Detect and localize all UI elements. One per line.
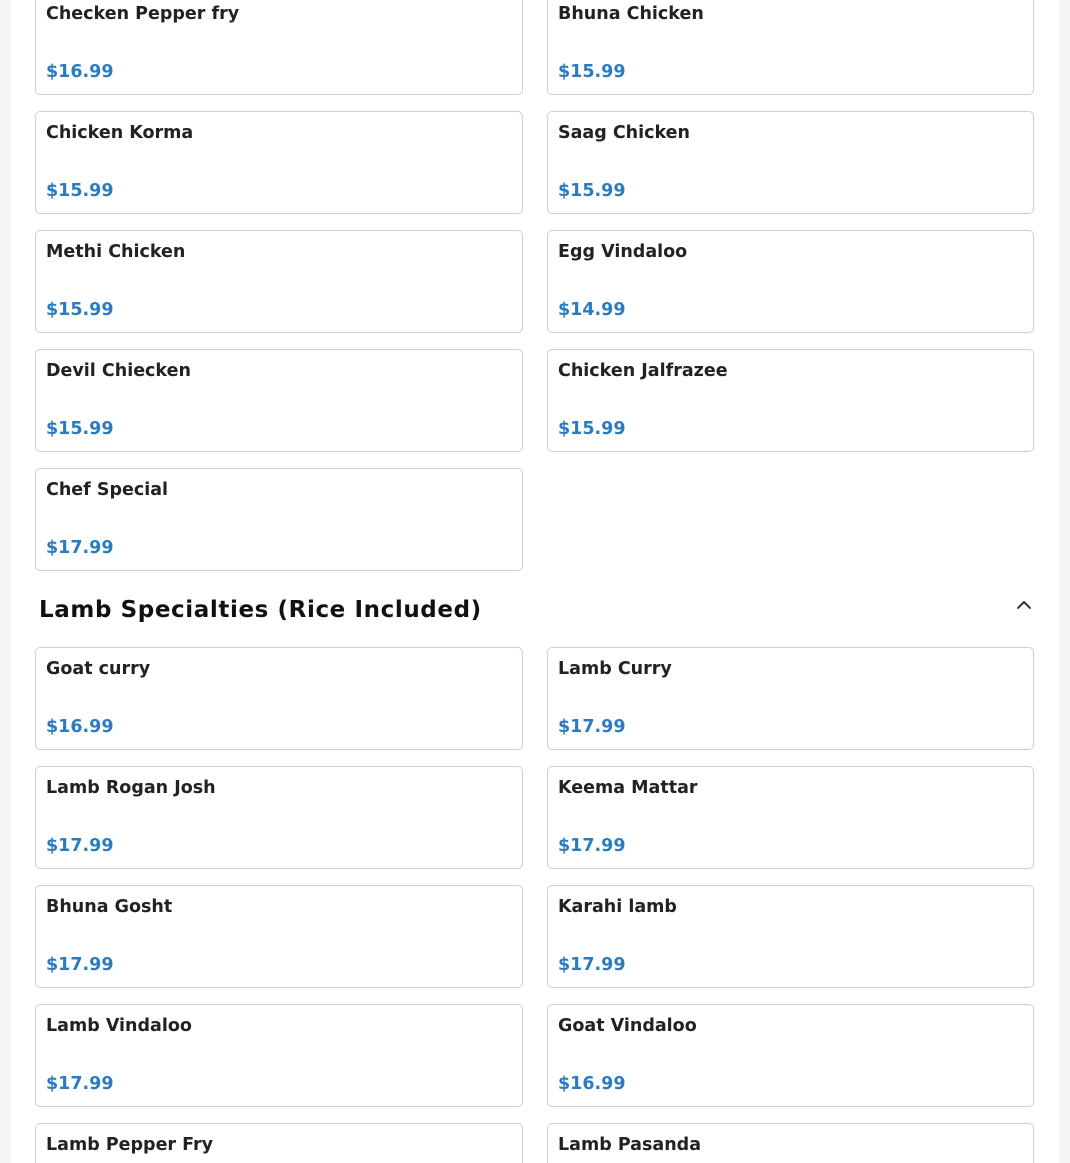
menu-item-price: $15.99	[558, 181, 626, 201]
menu-item-card[interactable]	[547, 111, 1034, 214]
menu-item-name: Lamb Pepper Fry	[46, 1135, 214, 1155]
menu-item-name: Lamb Vindaloo	[46, 1016, 192, 1036]
menu-item-price: $14.99	[558, 300, 626, 320]
menu-item-card[interactable]	[35, 1123, 523, 1163]
menu-item-card[interactable]	[35, 230, 523, 333]
menu-item-price: $17.99	[46, 538, 114, 558]
menu-item-card[interactable]	[35, 468, 523, 571]
menu-item-price: $16.99	[46, 717, 114, 737]
menu-item-price: $16.99	[558, 1074, 626, 1094]
chicken-items-grid	[35, 0, 1034, 571]
menu-item-name: Goat curry	[46, 659, 151, 679]
menu-item-price: $15.99	[558, 419, 626, 439]
menu-item-card[interactable]	[35, 1004, 523, 1107]
menu-item-price: $15.99	[46, 419, 114, 439]
menu-item-price: $17.99	[558, 717, 626, 737]
menu-item-card[interactable]	[547, 0, 1034, 95]
menu-item-card[interactable]	[35, 885, 523, 988]
menu-item-card[interactable]	[547, 647, 1034, 750]
menu-item-name: Karahi lamb	[558, 897, 677, 917]
menu-item-price: $17.99	[558, 836, 626, 856]
chevron-up-icon[interactable]	[1016, 597, 1032, 613]
menu-item-price: $17.99	[46, 836, 114, 856]
section-title: Lamb Specialties (Rice Included)	[39, 597, 482, 623]
menu-item-name: Checken Pepper fry	[46, 4, 240, 24]
menu-item-card[interactable]	[35, 349, 523, 452]
lamb-section-header[interactable]	[35, 592, 1034, 632]
menu-item-price: $17.99	[46, 1074, 114, 1094]
menu-page	[11, 0, 1059, 1163]
menu-item-price: $15.99	[558, 62, 626, 82]
lamb-items-grid	[35, 647, 1034, 1163]
menu-item-name: Lamb Pasanda	[558, 1135, 701, 1155]
menu-item-name: Methi Chicken	[46, 242, 186, 262]
menu-item-price: $16.99	[46, 62, 114, 82]
menu-item-card[interactable]	[35, 647, 523, 750]
menu-item-name: Chef Special	[46, 480, 169, 500]
menu-item-card[interactable]	[547, 1004, 1034, 1107]
menu-item-card[interactable]	[35, 0, 523, 95]
menu-item-name: Bhuna Gosht	[46, 897, 173, 917]
menu-item-card[interactable]	[35, 766, 523, 869]
menu-item-card[interactable]	[547, 766, 1034, 869]
menu-item-price: $15.99	[46, 181, 114, 201]
menu-item-card[interactable]	[547, 230, 1034, 333]
menu-item-name: Keema Mattar	[558, 778, 698, 798]
menu-item-card[interactable]	[547, 885, 1034, 988]
menu-item-price: $17.99	[558, 955, 626, 975]
menu-item-name: Devil Chiecken	[46, 361, 191, 381]
menu-item-price: $17.99	[46, 955, 114, 975]
menu-item-name: Egg Vindaloo	[558, 242, 688, 262]
menu-item-name: Lamb Rogan Josh	[46, 778, 216, 798]
menu-item-card[interactable]	[35, 111, 523, 214]
menu-item-name: Chicken Korma	[46, 123, 194, 143]
menu-item-name: Bhuna Chicken	[558, 4, 704, 24]
menu-item-name: Saag Chicken	[558, 123, 691, 143]
menu-item-name: Goat Vindaloo	[558, 1016, 697, 1036]
menu-item-card[interactable]	[547, 1123, 1034, 1163]
menu-item-price: $15.99	[46, 300, 114, 320]
menu-item-card[interactable]	[547, 349, 1034, 452]
menu-item-name: Lamb Curry	[558, 659, 672, 679]
menu-item-name: Chicken Jalfrazee	[558, 361, 728, 381]
